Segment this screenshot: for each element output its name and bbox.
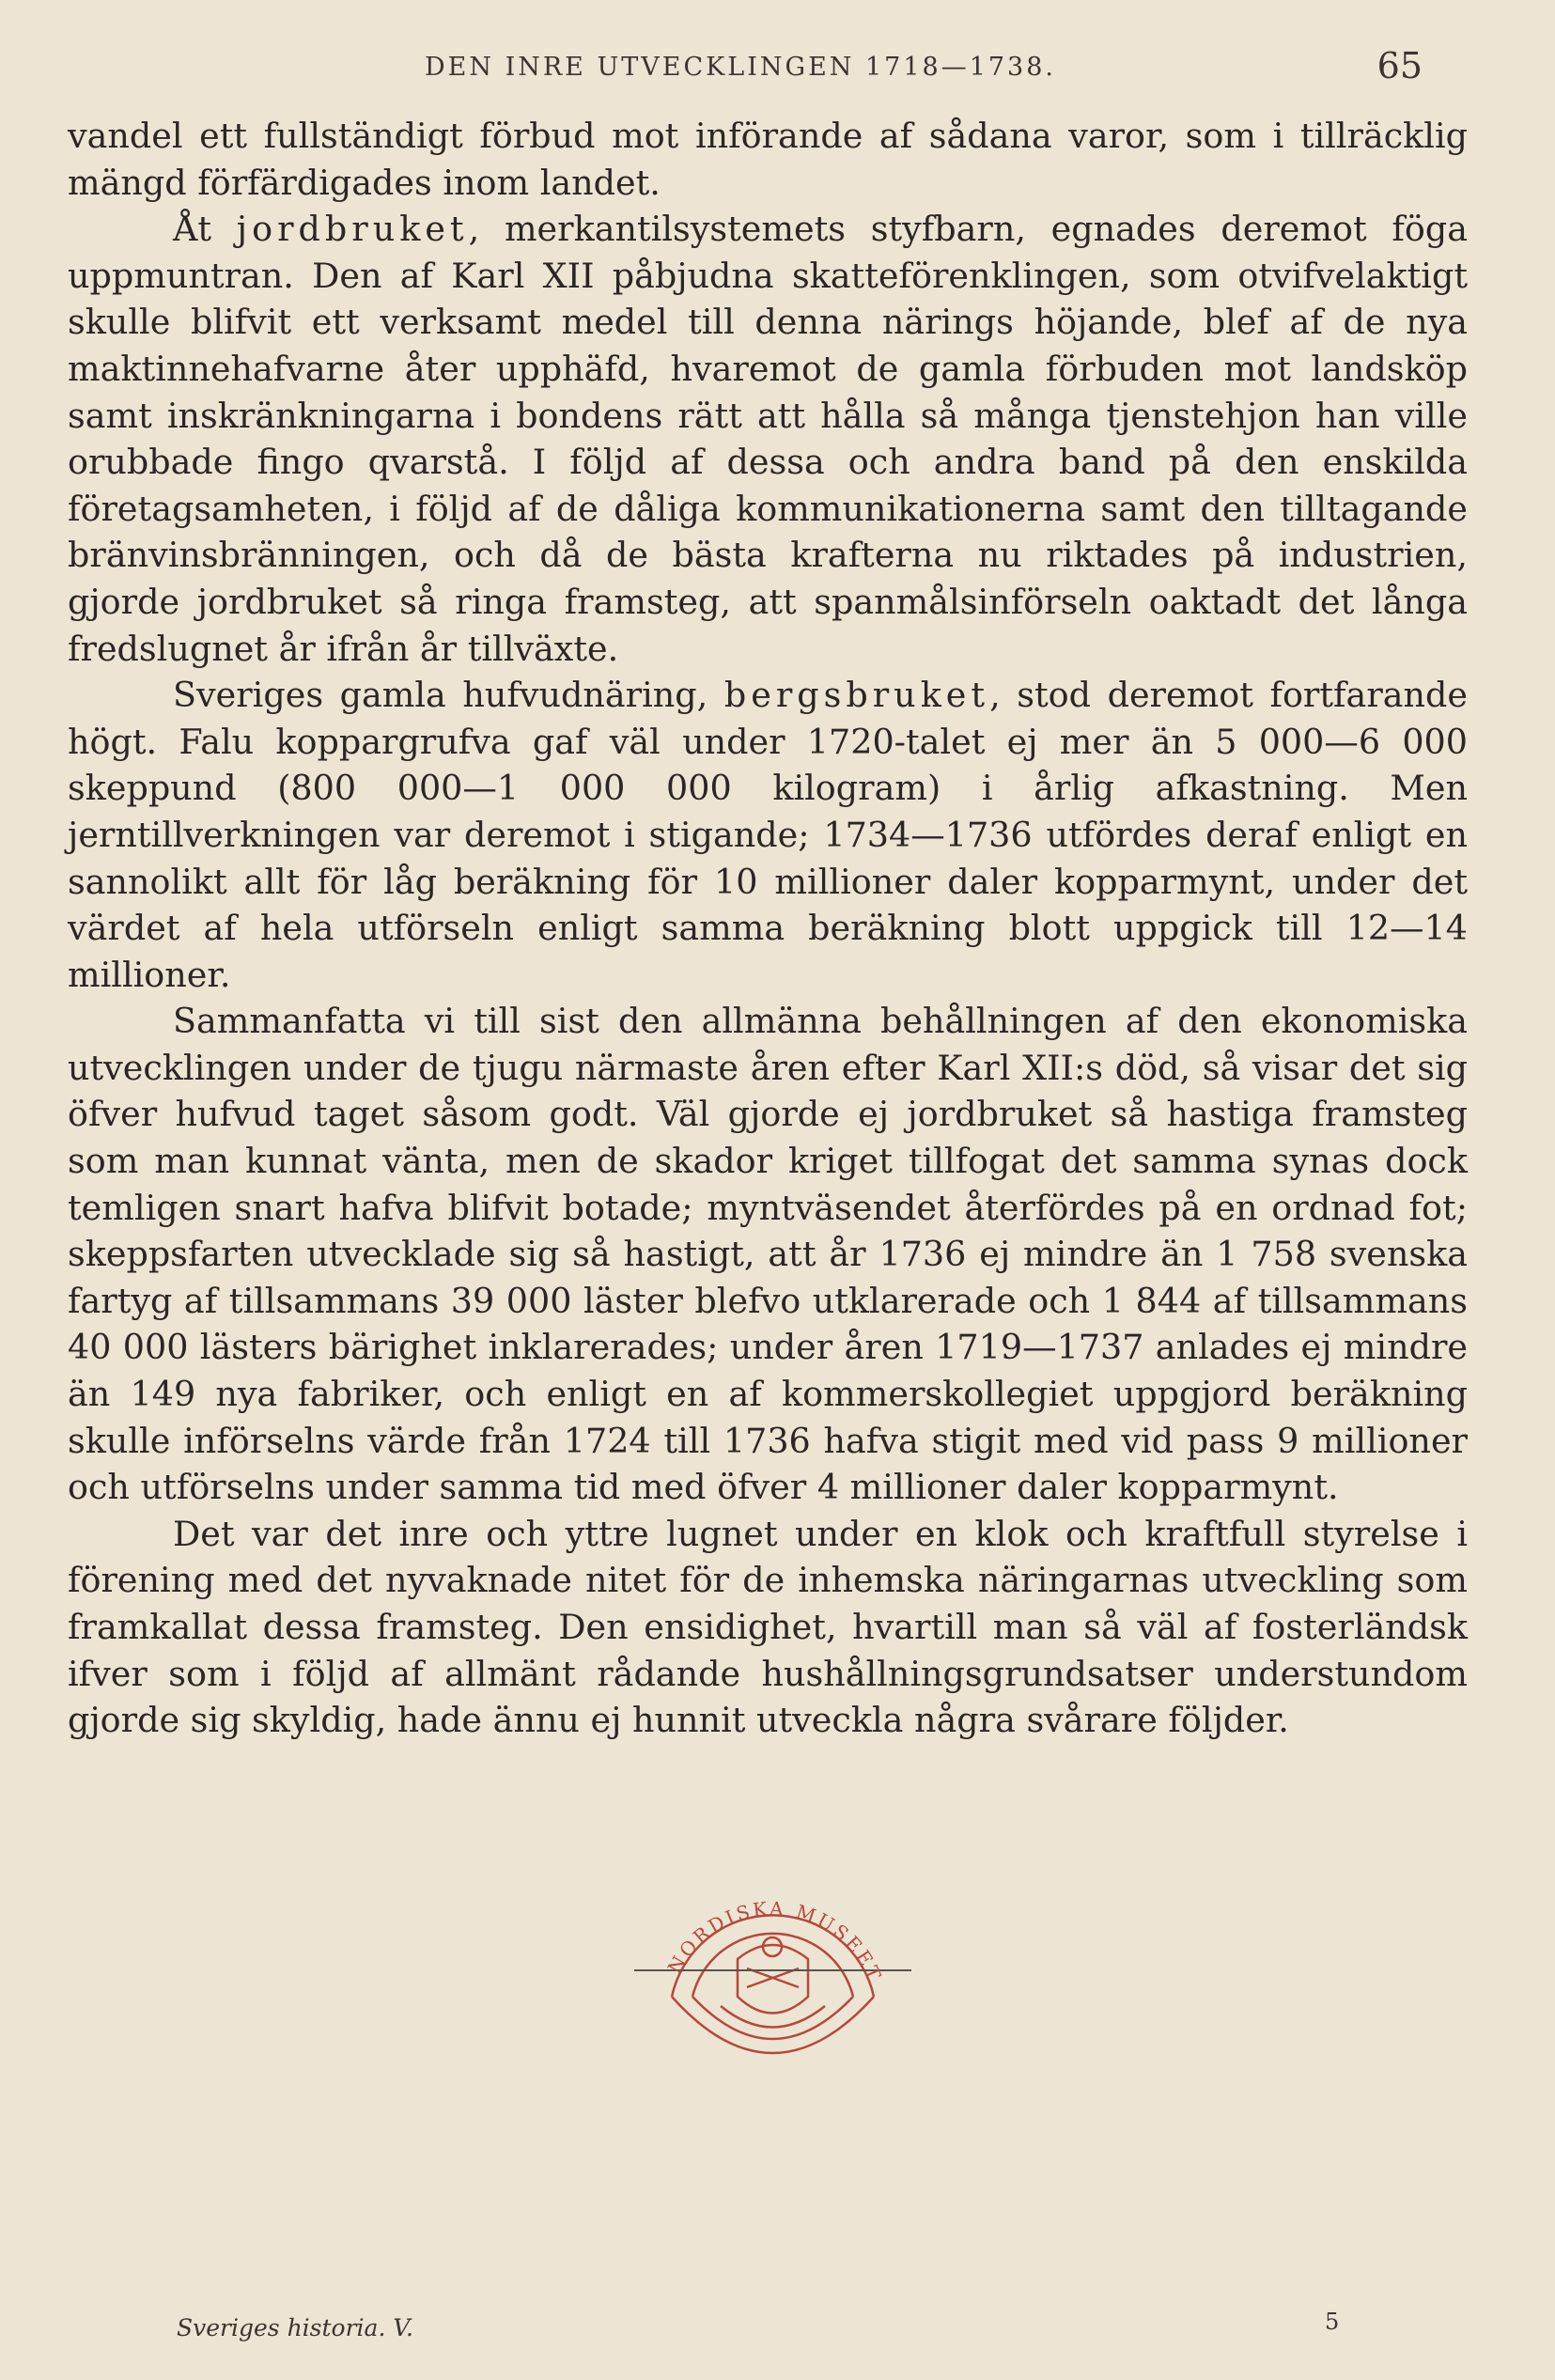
paragraph-text: Åt bbox=[173, 209, 237, 250]
signature-mark: 5 bbox=[1325, 2309, 1340, 2335]
body-text bbox=[68, 113, 1468, 1744]
page-footer bbox=[0, 2309, 1555, 2352]
running-head: DEN INRE UTVECKLINGEN 1718—1738. bbox=[425, 53, 1056, 82]
paragraph-text: vandel ett fullständigt förbud mot införande af sådana varor, som i tillräcklig mängd förfärdigades inom landet. bbox=[68, 116, 1468, 203]
stamp-text: NORDISKA MUSEET bbox=[662, 1897, 887, 1986]
paragraph-2 bbox=[68, 206, 1468, 672]
spaced-emphasis: bergsbruket bbox=[723, 675, 990, 716]
paragraph-text: , merkantilsystemets styfbarn, egnades deremot föga uppmuntran. Den af Karl XII påbjudna skatteförenklingen, som otvifvelaktigt skulle blifvit ett verksamt medel till denna närings höjande, blef af de nya maktinnehafvarne åter upphäfd, hvaremot de gamla förbuden mot landsköp samt inskränkningarna i bondens rätt att hålla så många tjenstehjon han ville orubbade fingo qvarstå. I följd af dessa och andra band på den enskilda företagsamheten, i följd af de dåliga kommunikationerna samt den tilltagande bränvinsbränningen, och då de bästa krafterna nu riktades på industrien, gjorde jordbruket så ringa framsteg, att spanmålsinförseln oaktadt det långa fredslugnet år ifrån år tillväxte. bbox=[68, 209, 1468, 669]
page-number: 65 bbox=[1376, 45, 1423, 86]
signature-line: Sveriges historia. V. bbox=[177, 2314, 413, 2341]
paragraph-1 bbox=[68, 113, 1468, 206]
paragraph-text: Det var det inre och yttre lugnet under en klok och kraftfull styrelse i förening med det nyvaknade nitet för de inhemska näringarnas utveckling som framkallat dessa framsteg. Den ensidighet, hvartill man så väl af fosterländsk ifver som i följd af allmänt rådande hushållningsgrundsatser understundom gjorde sig skyldig, hade ännu ej hunnit utveckla några svårare följder. bbox=[68, 1513, 1468, 1741]
spaced-emphasis: jordbruket bbox=[236, 209, 469, 250]
paragraph-text: Sammanfatta vi till sist den allmänna behållningen af den ekonomiska utvecklingen under de tjugu närmaste åren efter Karl XII:s död, så visar det sig öfver hufvud taget såsom godt. Väl gjorde ej jordbruket så hastiga framsteg som man kunnat vänta, men de skador kriget tillfogat det samma synas dock temligen snart hafva blifvit botade; myntväsendet återfördes på en ordnad fot; skeppsfarten utvecklade sig så hastigt, att år 1736 ej mindre än 1 758 svenska fartyg af tillsammans 39 000 läster blefvo utklarerade och 1 844 af tillsammans 40 000 lästers bärighet inklarerades; under åren 1719—1737 anlades ej mindre än 149 nya fabriker, och enligt en af kommerskollegiet uppgjord beräkning skulle införselns värde från 1724 till 1736 hafva stigit med vid pass 9 millioner och utförselns under samma tid med öfver 4 millioner daler kopparmynt. bbox=[68, 1001, 1468, 1508]
paragraph-4 bbox=[68, 998, 1468, 1511]
page-header bbox=[0, 45, 1555, 86]
museum-stamp-icon bbox=[634, 1856, 911, 2058]
paragraph-3 bbox=[68, 672, 1468, 998]
paragraph-5 bbox=[68, 1511, 1468, 1744]
svg-text:NORDISKA MUSEET bbox=[663, 1897, 887, 1985]
paragraph-text: Sveriges gamla hufvudnäring, bbox=[173, 675, 724, 716]
paragraph-text: , stod deremot fortfarande högt. Falu koppargrufva gaf väl under 1720-talet ej mer än 5 000—6 000 skeppund (800 000—1 000 000 kilogram) i årlig afkastning. Men jerntillverkningen var deremot i stigande; 1734—1736 utfördes deraf enligt en sannolikt allt för låg beräkning för 10 millioner daler kopparmynt, under det värdet af hela utförseln enligt samma beräkning blott uppgick till 12—14 millioner. bbox=[68, 675, 1468, 995]
